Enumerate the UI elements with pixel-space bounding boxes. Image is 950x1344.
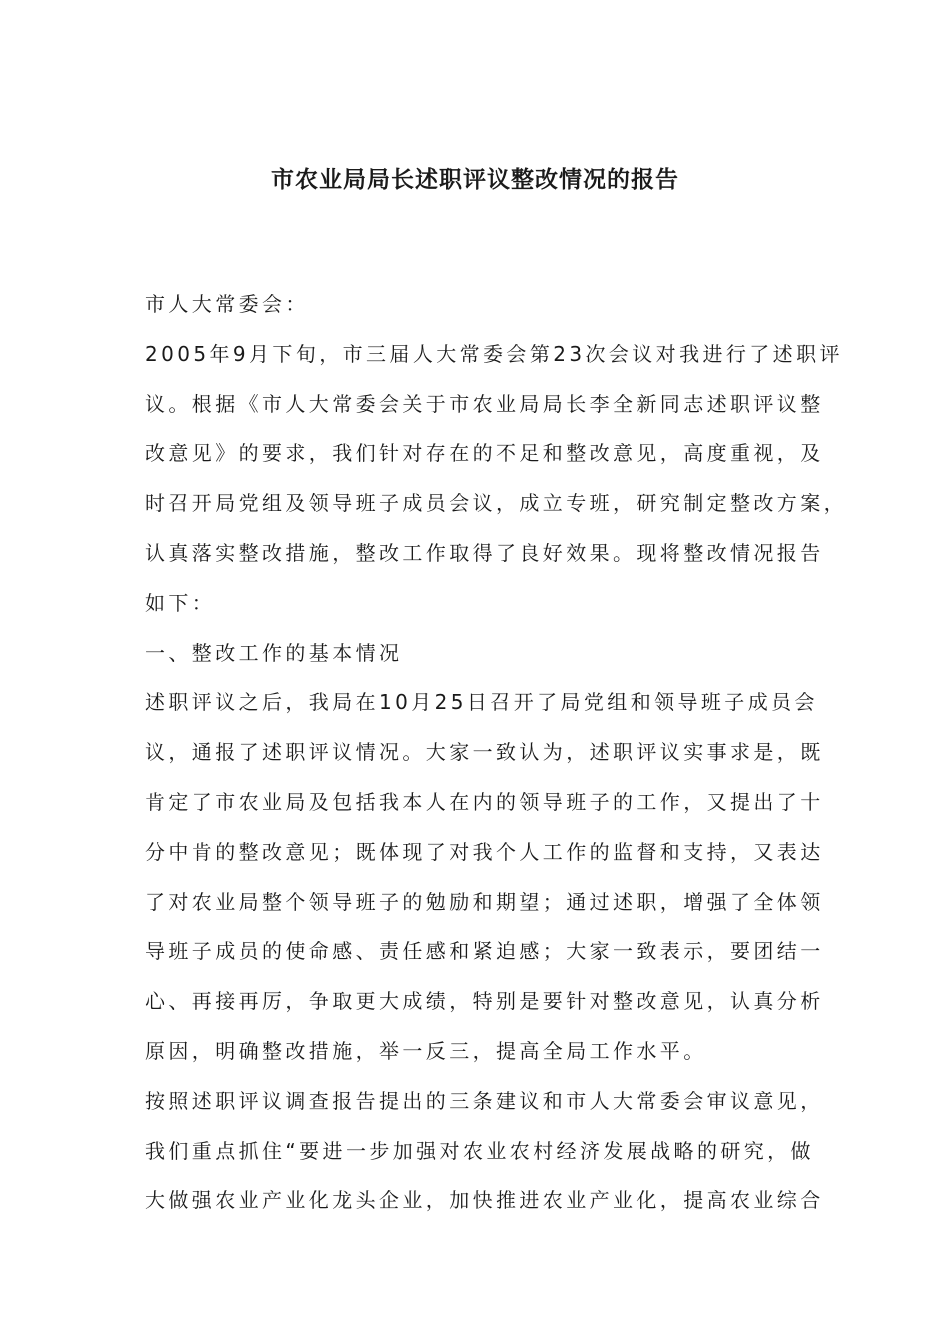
salutation: 市人大常委会： [145, 292, 309, 316]
body-line: 大做强农业产业化龙头企业，加快推进农业产业化，提高农业综合 [145, 1188, 824, 1213]
section-heading: 一、整改工作的基本情况 [145, 640, 403, 665]
body-line: 肯定了市农业局及包括我本人在内的领导班子的工作，又提出了十 [145, 789, 824, 814]
body-line: 时召开局党组及领导班子成员会议，成立专班，研究制定整改方案， [145, 491, 847, 516]
body-line: 议。根据《市人大常委会关于市农业局局长李全新同志述职评议整 [145, 391, 824, 416]
body-line: 如下： [145, 590, 216, 615]
body-line: 按照述职评议调查报告提出的三条建议和市人大常委会审议意见， [145, 1088, 824, 1113]
body-line: 分中肯的整改意见；既体现了对我个人工作的监督和支持，又表达 [145, 839, 824, 864]
body-line: 原因，明确整改措施，举一反三，提高全局工作水平。 [145, 1038, 707, 1063]
body-line: 议，通报了述职评议情况。大家一致认为，述职评议实事求是，既 [145, 740, 824, 765]
body-line: 改意见》的要求，我们针对存在的不足和整改意见，高度重视，及 [145, 441, 824, 466]
body-line: 心、再接再厉，争取更大成绩，特别是要针对整改意见，认真分析 [145, 989, 824, 1014]
body-line: 导班子成员的使命感、责任感和紧迫感；大家一致表示，要团结一 [145, 939, 824, 964]
body-line: 我们重点抓住“要进一步加强对农业农村经济发展战略的研究，做 [145, 1138, 814, 1163]
body-line: 2005年9月下旬，市三届人大常委会第23次会议对我进行了述职评 [145, 341, 843, 366]
document-title: 市农业局局长述职评议整改情况的报告 [271, 166, 679, 193]
body-line: 了对农业局整个领导班子的勉励和期望；通过述职，增强了全体领 [145, 889, 824, 914]
document-body [145, 280, 847, 1226]
body-line: 述职评议之后，我局在10月25日召开了局党组和领导班子成员会 [145, 690, 818, 715]
body-line: 认真落实整改措施，整改工作取得了良好效果。现将整改情况报告 [145, 540, 824, 565]
